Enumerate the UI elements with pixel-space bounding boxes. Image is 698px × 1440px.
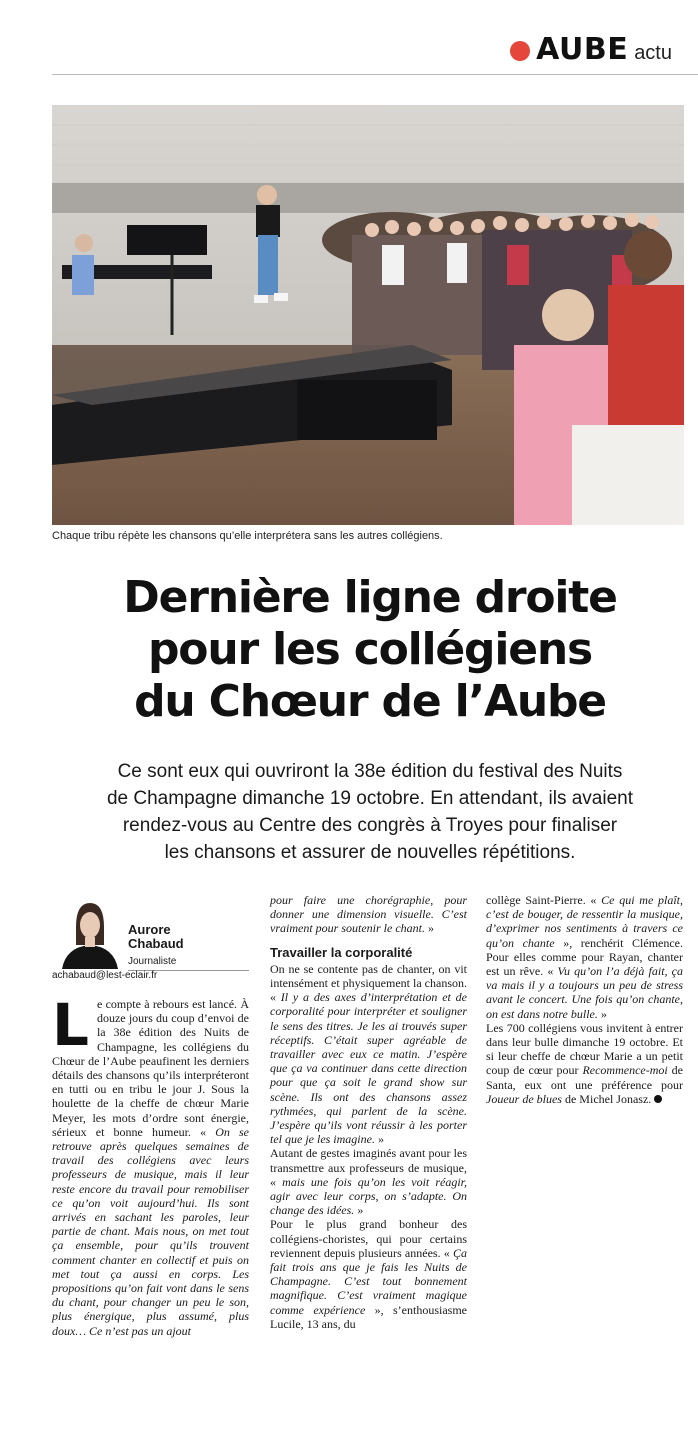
- body-paragraph-4: [270, 1146, 467, 1217]
- body-text: On ne se contente pas de chanter, on vit intensément et physiquement la chanson. «: [270, 961, 467, 1005]
- body-paragraph-5: [270, 1217, 467, 1331]
- body-paragraph-6: [486, 893, 683, 1021]
- body-quote: Vu qu’on l’a déjà fait, ça va mais il y a toujours un peu de stress avant le concert. Une fois qu’on chante, on est dans notre bulle.: [486, 964, 683, 1021]
- body-text: collège Saint-Pierre. «: [486, 893, 602, 907]
- body-quote: Ce qui me plaît, c’est de bouger, de ressentir la musique, d’exprimer nos sentiments à travers ce qu’on chante: [486, 893, 683, 950]
- section-dot-icon: [510, 41, 530, 61]
- song-title: Recommence-moi: [582, 1063, 668, 1078]
- lead-line-2: de Champagne dimanche 19 octobre. En attendant, ils avaient: [106, 788, 634, 809]
- body-text: Pour le plus grand bonheur des collégiens-choristes, qui pour certains reviennent depuis plusieurs années. «: [270, 1217, 467, 1260]
- author-block: [52, 893, 249, 983]
- headline-line-3: du Chœur de l’Aube: [134, 676, 606, 727]
- section-subtitle: actu: [634, 42, 672, 64]
- body-text: Les 700 collégiens vous invitent à entrer dans leur bulle dimanche 19 octobre. Et si leur cheffe de chœur Marie a un petit coup de cœur pour: [486, 1020, 683, 1078]
- article-lead: [60, 758, 680, 866]
- photo-choir-rehearsal-icon: [52, 105, 684, 525]
- author-name: [128, 923, 184, 951]
- section-title: AUBE: [536, 32, 629, 67]
- article-headline: [40, 572, 698, 728]
- lead-line-3: rendez-vous au Centre des congrès à Troyes pour finaliser: [122, 815, 618, 836]
- body-text: », renchérit Clémence. Pour elles comme pour Rayan, chanter est un rêve. «: [486, 935, 684, 979]
- body-quote: pour faire une chorégraphie, pour donner une dimension visuelle. C’est vraiment pour soutenir le chant.: [270, 893, 467, 936]
- article-column-3: [486, 893, 683, 1106]
- body-quote: On se retrouve après quelques semaines de travail des collégiens avec leurs professeurs de musique, mais il leur reste encore du travail pour remobiliser ce qu’on voit aujourd’hui. Ils sont arrivés en sachant les paroles, leur partie de chant. Mais nous, on met tout ça ensemble, pour qu’ils trouvent comment chanter en collectif et puis on met tout ça aussi en corps. Les propositions qu’on fait vont dans le sens du chant, pour changer un peu le son, plus énergique, plus assumé, plus doux… Ce n’est pas un ajout: [52, 1124, 249, 1338]
- body-paragraph-2: [270, 893, 467, 936]
- body-quote: mais une fois qu’on les voit réagir, agir avec leur corps, on s’adapte. On change des idées.: [270, 1174, 468, 1218]
- quote-close: »: [374, 1132, 384, 1147]
- article-subhead: Travailler la corporalité: [270, 944, 413, 960]
- body-text: », s’enthousiasme Lucile, 13 ans, du: [270, 1302, 467, 1331]
- lead-line-1: Ce sont eux qui ouvriront la 38e édition du festival des Nuits: [117, 761, 623, 782]
- page-header: [52, 30, 698, 75]
- body-text: de Michel Jonasz.: [561, 1091, 652, 1106]
- author-email[interactable]: achabaud@lest-eclair.fr: [52, 970, 158, 981]
- quote-close: »: [424, 921, 434, 936]
- quote-close: »: [354, 1203, 364, 1218]
- body-quote: Il y a des axes d’interprétation et de corporalité pour interpréter et souligner le sens des titres. Je les ai trouvés super réceptifs. C’était super agréable de travailler avec eux ce matin. J’espère que ça va continuer dans cette direction pour que ça soit le grand show sur scène. Ils ont des chansons assez rythmées, qui parlent de la scène. J’espère qu’ils vont réussir à les porter tel que je les imagine.: [270, 990, 467, 1147]
- body-paragraph-3: [270, 962, 467, 1147]
- article-column-1: [52, 893, 249, 1338]
- article-column-2: [270, 893, 467, 1331]
- body-quote: Ça fait trois ans que je fais les Nuits de Champagne. C’est tout bonnement magnifique. C’est vraiment magique comme expérience: [270, 1245, 467, 1317]
- body-paragraph-7: [486, 1021, 683, 1106]
- headline-line-2: pour les collégiens: [148, 624, 592, 675]
- author-first-name: Aurore: [128, 922, 171, 937]
- photo-caption: Chaque tribu répète les chansons qu’elle interprétera sans les autres collégiens.: [52, 530, 443, 542]
- article-photo: [52, 105, 684, 525]
- drop-cap: L: [52, 991, 89, 1059]
- headline-line-1: Dernière ligne droite: [123, 572, 617, 623]
- author-avatar-icon: [58, 897, 122, 969]
- quote-close: »: [597, 1006, 607, 1021]
- body-text: de Santa, eux ont une préférence pour: [486, 1063, 684, 1092]
- end-of-article-icon: [654, 1095, 662, 1103]
- author-last-name: Chabaud: [128, 936, 184, 951]
- author-role: Journaliste: [128, 955, 249, 971]
- song-title: Joueur de blues: [486, 1091, 562, 1106]
- body-text: Autant de gestes imaginés avant pour les transmettre aux professeurs de musique, «: [270, 1146, 467, 1189]
- section-brand: [510, 32, 672, 67]
- article-body-start: [52, 991, 249, 1338]
- lead-line-4: les chansons et assurer de nouvelles répétitions.: [164, 842, 576, 863]
- body-text: e compte à rebours est lancé. À douze jours du coup d’envoi de la 38e édition des Nuits de Champagne, les collégiens du Chœur de l’Aube peaufinent les derniers détails des chansons qu’ils interpréteront en tutti ou en tribu le jour J. Sous la houlette de la cheffe de chœur Marie Meyer, les mots d’ordre sont énergie, sérieux et bonne humeur. «: [52, 997, 249, 1139]
